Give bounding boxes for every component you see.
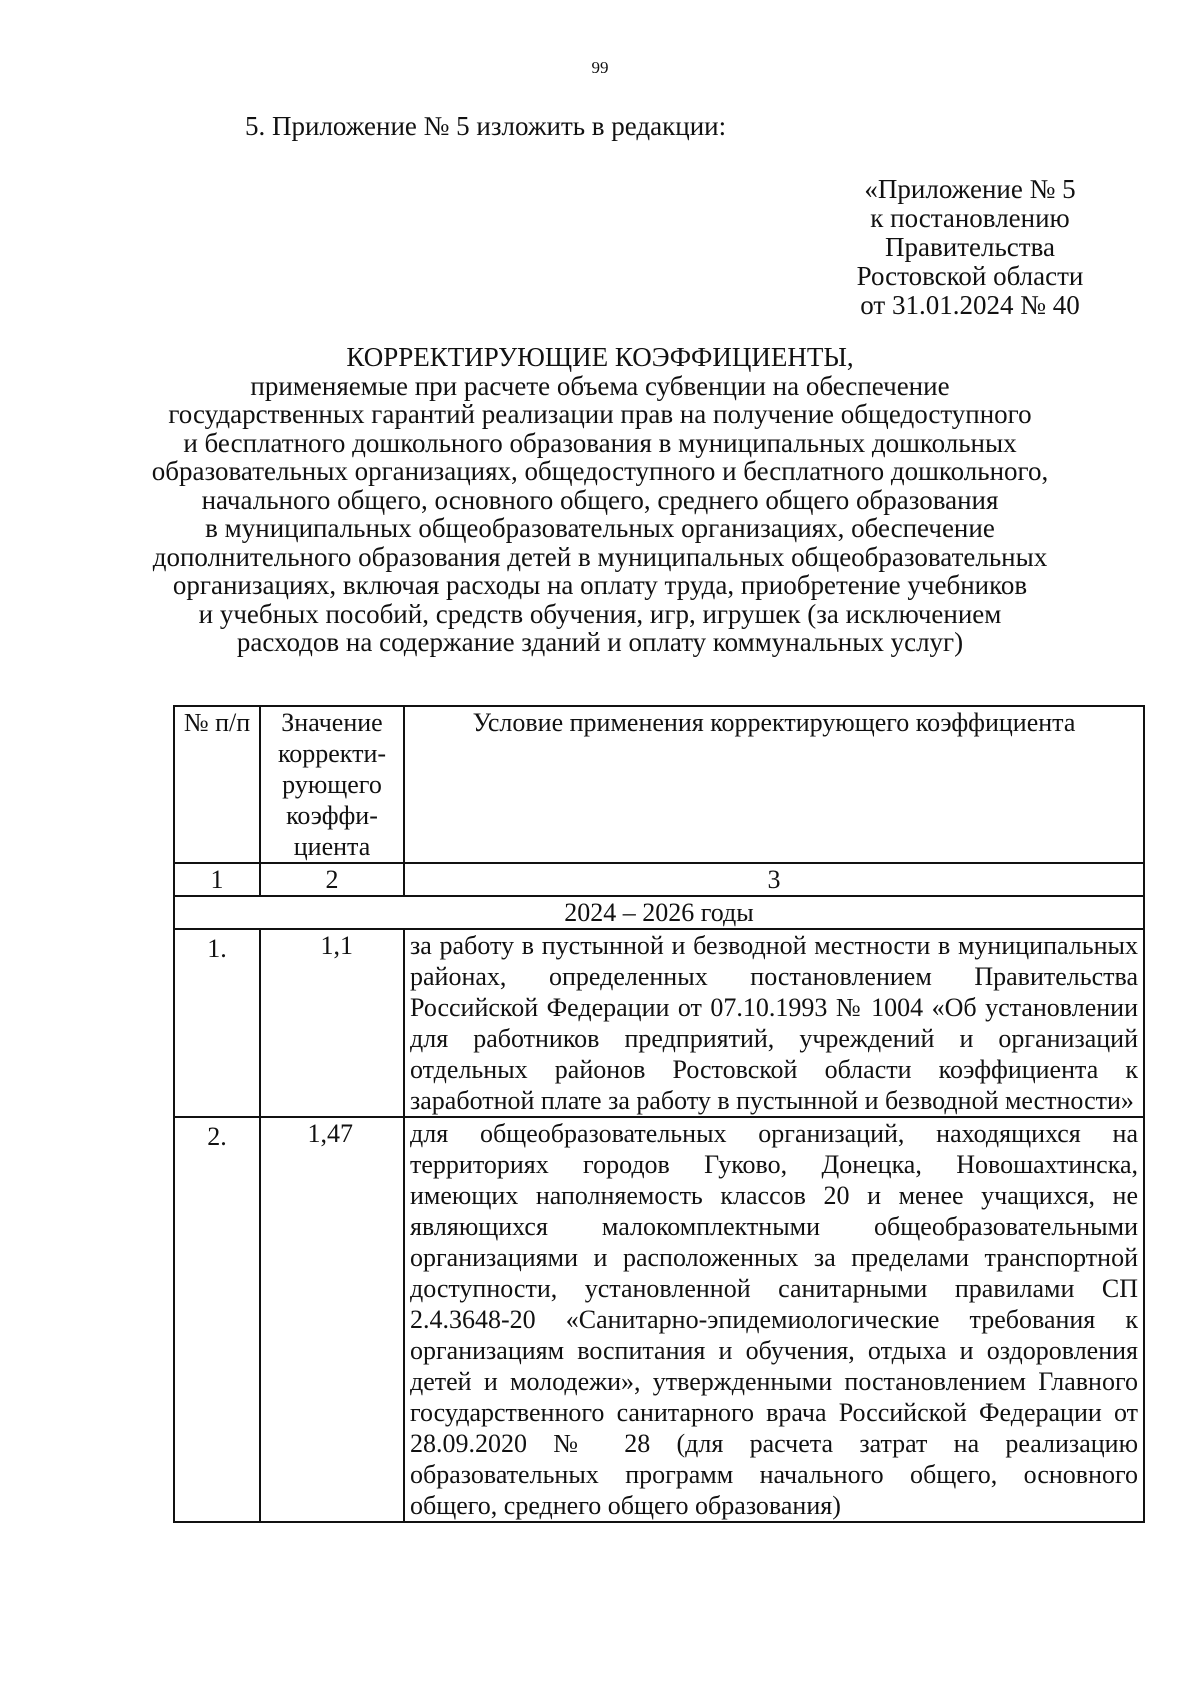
row-coefficient: 1,1 [260,929,404,1117]
row-number: 1. [174,929,260,1117]
document-title [0,343,1200,657]
column-number: 2 [260,863,404,896]
appendix-ref-line: Правительства [885,232,1055,262]
period-label: 2024 – 2026 годы [174,896,1144,929]
appendix-reference [820,175,1120,320]
title-line: начального общего, основного общего, среднего общего образования [201,484,999,515]
table-row [174,929,1144,1117]
coefficients-table [173,705,1145,1523]
appendix-ref-line: «Приложение № 5 [864,174,1076,204]
period-row [174,896,1144,929]
title-line: и бесплатного дошкольного образования в муниципальных дошкольных [183,427,1017,458]
title-line: расходов на содержание зданий и оплату коммунальных услуг) [236,627,964,657]
row-condition: за работу в пустынной и безводной местности в муниципальных районах, определенных постановлением Правительства Российской Федерации от 07.10.1993 № 1004 «Об установлении для работников предприятий, учреждений и организаций отдельных районов Ростовской области коэффициента к заработной плате за работу в пустынной и безводной местности» [404,929,1144,1117]
intro-paragraph: 5. Приложение № 5 изложить в редакции: [245,111,727,141]
title-line: организациях, включая расходы на оплату труда, приобретение учебников [172,570,1028,600]
title-line: в муниципальных общеобразовательных организациях, обеспечение [205,513,995,543]
header-condition: Условие применения корректирующего коэффициента [404,706,1144,863]
row-condition: для общеобразовательных организаций, находящихся на территориях городов Гуково, Донецка, Новошахтинска, имеющих наполняемость классов 20 и менее учащихся, не являющихся малокомплектными общеобразовательными организациями и расположенных за пределами транспортной доступности, установленной санитарными правилами СП 2.4.3648-20 «Санитарно-эпидемиологические требования к организациям воспитания и обучения, отдыха и оздоровления детей и молодежи», утвержденными постановлением Главного государственного санитарного врача Российской Федерации от 28.09.2020 № 28 (для расчета затрат на реализацию образовательных программ начального общего, основного общего, среднего общего образования) [404,1117,1144,1522]
title-line: применяемые при расчете объема субвенции на обеспечение [250,370,950,401]
column-numbers-row [174,863,1144,896]
title-heading: КОРРЕКТИРУЮЩИЕ КОЭФФИЦИЕНТЫ, [346,342,854,372]
header-number: № п/п [174,706,260,863]
column-number: 1 [174,863,260,896]
row-coefficient: 1,47 [260,1117,404,1522]
row-number: 2. [174,1117,260,1522]
column-number: 3 [404,863,1144,896]
page-number: 99 [591,58,609,77]
title-line: и учебных пособий, средств обучения, игр, игрушек (за исключением [198,598,1002,629]
table-header-row [174,706,1144,863]
table-row [174,1117,1144,1522]
appendix-ref-line: Ростовской области [856,261,1084,291]
title-line: государственных гарантий реализации прав на получение общедоступного [168,399,1032,429]
title-line: дополнительного образования детей в муниципальных общеобразовательных [152,541,1048,572]
appendix-ref-line: от 31.01.2024 № 40 [860,290,1080,320]
appendix-ref-line: к постановлению [870,203,1070,233]
title-line: образовательных организациях, общедоступного и бесплатного дошкольного, [151,456,1049,486]
header-value: Значение корректи- рующего коэффи- циента [260,706,404,863]
